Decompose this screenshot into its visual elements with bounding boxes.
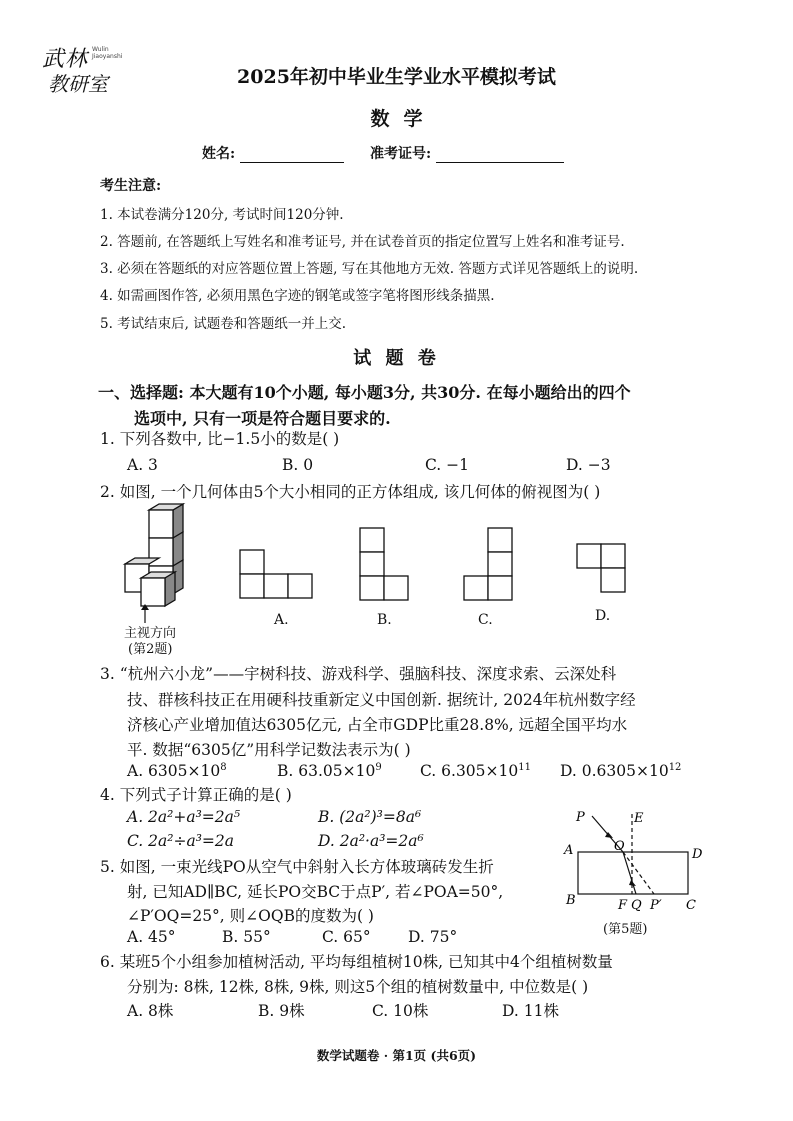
q3-option-d-exp: 12 [668,762,682,773]
q5-option-b[interactable]: B. 55° [222,928,271,946]
q2-option-c-figure[interactable] [462,526,514,602]
q3-option-c-exp: 11 [518,762,531,773]
q2-option-c[interactable]: C. [478,612,493,628]
q2-solid-figure [115,500,195,625]
q4-stem: 4. 下列式子计算正确的是( ) [100,786,292,804]
q3-option-c-text: C. 6.305×10 [420,762,519,781]
id-underline[interactable] [436,146,564,163]
q2-option-b[interactable]: B. [377,612,392,628]
q4-option-a[interactable]: A. 2a²+a³=2a⁵ [127,808,241,826]
logo-line1: 武林 [42,47,89,72]
q5-point-p: P [576,810,585,825]
q6-option-b[interactable]: B. 9株 [258,1002,305,1020]
q5-option-c[interactable]: C. 65° [322,928,371,946]
q1-option-d[interactable]: D. −3 [566,456,611,474]
q2-option-a[interactable]: A. [274,612,289,628]
q1-option-c[interactable]: C. −1 [425,456,470,474]
q3-option-d-text: D. 0.6305×10 [560,762,669,781]
notice-item: 3. 必须在答题纸的对应答题位置上答题, 写在其他地方无效. 答题方式详见答题纸上的说明. [100,261,639,277]
q2-option-d-figure[interactable] [575,542,627,594]
q2-option-d[interactable]: D. [595,608,611,624]
section1-line2: 选项中, 只有一项是符合题目要求的. [134,409,391,428]
notice-item: 1. 本试卷满分120分, 考试时间120分钟. [100,207,344,223]
q5-line: 5. 如图, 一束光线PO从空气中斜射入长方体玻璃砖发生折 [100,858,494,876]
q5-point-f: F [618,898,628,913]
exam-title: 2025年初中毕业生学业水平模拟考试 [237,66,556,88]
q5-point-c: C [686,898,696,913]
q5-line: ∠P′OQ=25°, 则∠OQB的度数为( ) [127,907,374,925]
id-label: 准考证号: [370,146,432,162]
q3-option-a[interactable] [127,762,227,780]
q1-option-a[interactable]: A. 3 [127,456,158,474]
section1-heading [98,380,698,432]
notice-item: 4. 如需画图作答, 必须用黑色字迹的钢笔或签字笔将图形线条描黑. [100,288,495,304]
q5-point-d: D [692,847,703,862]
q3-option-c[interactable] [420,762,531,780]
q3-option-a-exp: 8 [220,762,227,773]
q5-point-o: O [614,839,625,854]
notice-title: 考生注意: [100,178,162,194]
q1-stem: 1. 下列各数中, 比−1.5小的数是( ) [100,430,340,448]
q1-option-b[interactable]: B. 0 [282,456,314,474]
q5-point-q: Q [631,898,642,913]
name-underline[interactable] [240,146,344,163]
q4-option-c[interactable]: C. 2a²÷a³=2a [127,832,235,850]
q5-point-e: E [634,811,644,826]
q5-fig-label: (第5题) [603,922,648,937]
q2-stem: 2. 如图, 一个几何体由5个大小相同的正方体组成, 该几何体的俯视图为( ) [100,483,601,501]
q3-option-b[interactable] [277,762,382,780]
q5-line: 射, 已知AD∥BC, 延长PO交BC于点P′, 若∠POA=50°, [127,883,504,901]
page-footer: 数学试题卷 · 第1页 (共6页) [316,1048,477,1063]
q2-option-a-figure[interactable] [238,548,314,600]
q6-option-a[interactable]: A. 8株 [127,1002,174,1020]
q6-line: 分别为: 8株, 12株, 8株, 9株, 则这5个组的植树数量中, 中位数是( ) [127,978,589,996]
q3-line: 平. 数据“6305亿”用科学记数法表示为( ) [127,741,411,759]
q6-option-c[interactable]: C. 10株 [372,1002,429,1020]
q3-option-a-text: A. 6305×10 [127,762,221,781]
subject-title: 数学 [370,108,437,130]
q4-option-b[interactable]: B. (2a²)³=8a⁶ [318,808,422,826]
logo-small-text: Wulin Jiaoyanshi [92,46,123,60]
q3-line: 技、群核科技正在用硬科技重新定义中国创新. 据统计, 2024年杭州数字经 [127,691,636,709]
q5-option-d[interactable]: D. 75° [408,928,458,946]
notice-item: 5. 考试结束后, 试题卷和答题纸一并上交. [100,316,347,332]
q2-view-label: 主视方向 [124,626,177,641]
q3-line: 3. “杭州六小龙”——宇树科技、游戏科学、强脑科技、深度求索、云深处科 [100,665,617,683]
section-title: 试 题 卷 [353,348,440,369]
q2-fig-label: (第2题) [128,642,173,657]
q6-option-d[interactable]: D. 11株 [502,1002,559,1020]
q5-option-a[interactable]: A. 45° [127,928,176,946]
q5-point-p-prime: P′ [650,898,662,913]
id-field[interactable] [370,143,564,163]
section1-line1: 一、选择题: 本大题有10个小题, 每小题3分, 共30分. 在每小题给出的四个 [98,383,631,402]
q5-figure [562,802,712,917]
logo-line2: 教研室 [48,72,108,96]
q5-point-b: B [566,893,576,908]
q2-option-b-figure[interactable] [358,526,410,602]
q6-line: 6. 某班5个小组参加植树活动, 平均每组植树10株, 已知其中4个组植树数量 [100,953,613,971]
q3-option-d[interactable] [560,762,681,780]
q3-option-b-text: B. 63.05×10 [277,762,376,781]
name-label: 姓名: [202,146,236,162]
notice-item: 2. 答题前, 在答题纸上写姓名和准考证号, 并在试卷首页的指定位置写上姓名和准考证号. [100,234,625,250]
name-field[interactable] [202,143,344,163]
q4-option-d[interactable]: D. 2a²·a³=2a⁶ [318,832,424,850]
q3-option-b-exp: 9 [375,762,382,773]
q3-line: 济核心产业增加值达6305亿元, 占全市GDP比重28.8%, 远超全国平均水 [127,716,628,734]
q5-point-a: A [564,843,574,858]
